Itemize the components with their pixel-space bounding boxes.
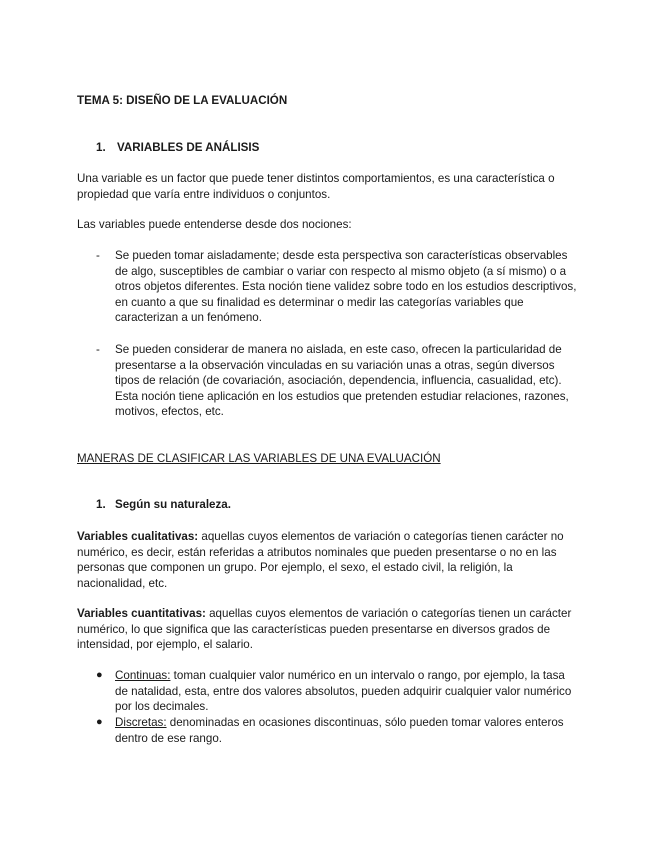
bullet-term: Continuas: (115, 669, 171, 682)
bullet-item (115, 668, 580, 715)
cualitativas-term: Variables cualitativas: (77, 530, 199, 543)
bullet-text: denominadas en ocasiones discontinuas, sólo pueden tomar valores enteros dentro de ese rango. (115, 716, 564, 745)
bullet-icon: ● (96, 669, 103, 681)
nociones-intro: Las variables puede entenderse desde dos nociones: (77, 218, 352, 231)
cuantitativas-text: aquellas cuyos elementos de variación o categorías tienen un carácter numérico, lo que significa que las características pueden presentarse en diversos grados de intensidad, por ejemplo, el salario. (77, 607, 572, 652)
bullet-icon: ● (96, 716, 103, 728)
cuantitativas-paragraph (77, 606, 577, 653)
bullet-text: toman cualquier valor numérico en un intervalo o rango, por ejemplo, la tasa de natalidad, esta, entre dos valores absolutos, pueden adquirir cualquier valor numérico por los decimales. (115, 669, 572, 714)
cualitativas-paragraph (77, 529, 577, 591)
dash-item-text: Se pueden tomar aisladamente; desde esta perspectiva son características observables de algo, susceptibles de cambiar o variar con respecto al mismo objeto (a sí mismo) o a otros objetos diferentes. Esta noción tiene validez sobre todo en los estudios descriptivos, en cuanto a que su finalidad es determinar o medir las categorías variables que caracterizan a un fenómeno. (115, 249, 577, 325)
bullet-item (115, 715, 580, 746)
document-title: TEMA 5: DISEÑO DE LA EVALUACIÓN (77, 94, 288, 107)
dash-marker: - (96, 343, 100, 356)
cuantitativas-term: Variables cuantitativas: (77, 607, 206, 620)
classification-subheading: MANERAS DE CLASIFICAR LAS VARIABLES DE UNA EVALUACIÓN (77, 452, 441, 465)
bullet-term: Discretas: (115, 716, 167, 729)
subsection-heading: Según su naturaleza. (115, 498, 231, 511)
section-heading: VARIABLES DE ANÁLISIS (117, 141, 260, 154)
section-number: 1. (96, 141, 106, 154)
subsection-number: 1. (96, 498, 106, 511)
dash-item-text: Se pueden considerar de manera no aislada, en este caso, ofrecen la particularidad de presentarse a la observación vinculadas en su variación unas a otras, según diversos tipos de relación (de covariación, asociación, dependencia, influencia, casualidad, etc). Esta noción tiene aplicación en los estudios que pretenden estudiar relaciones, razones, motivos, efectos, etc. (115, 343, 569, 419)
cualitativas-text: aquellas cuyos elementos de variación o categorías tienen carácter no numérico, es decir, están referidas a atributos nominales que pueden presentarse o no en las personas que componen un grupo. Por ejemplo, el sexo, el estado civil, la religión, la nacionalidad, etc. (77, 530, 564, 590)
intro-paragraph: Una variable es un factor que puede tener distintos comportamientos, es una característica o propiedad que varía entre individuos o conjuntos. (77, 172, 555, 201)
dash-marker: - (96, 249, 100, 262)
